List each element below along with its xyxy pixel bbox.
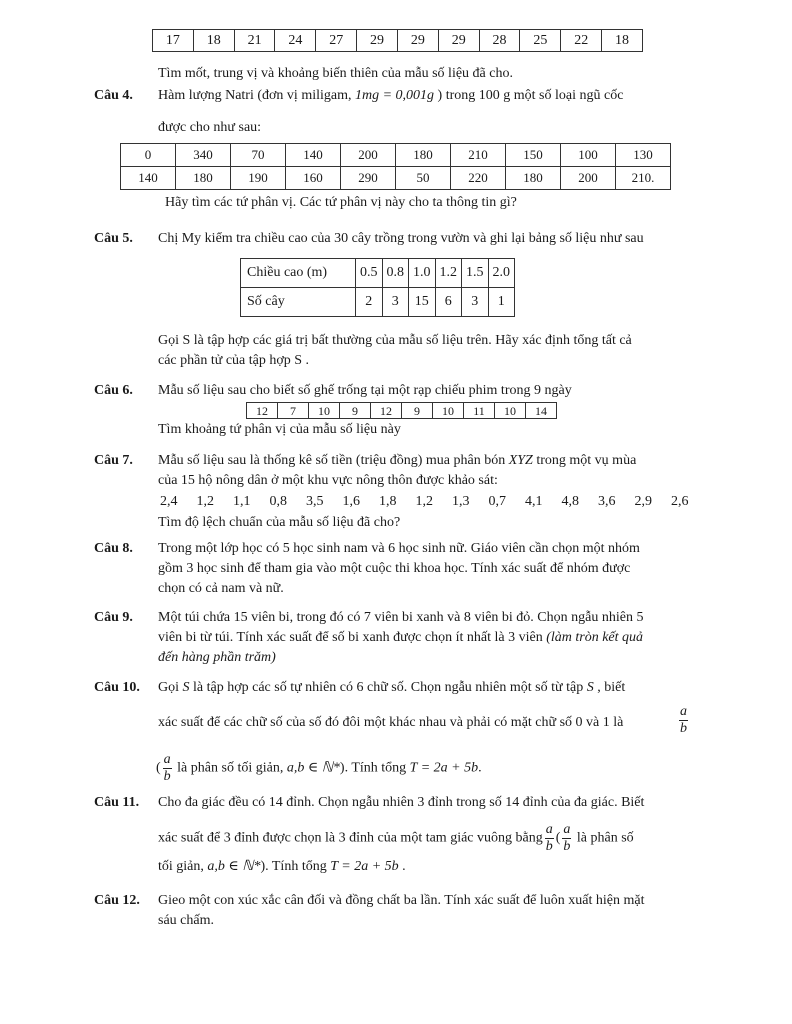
question-4-question: Hãy tìm các tứ phân vị. Các tứ phân vị này cho ta thông tin gì? xyxy=(165,195,517,210)
table-cell: 24 xyxy=(275,30,316,52)
table-cell: 25 xyxy=(520,30,561,52)
question-5-label: Câu 5. xyxy=(94,231,133,246)
table-cell: 2.0 xyxy=(488,259,515,288)
question-9-line-1: Một túi chứa 15 viên bi, trong đó có 7 viên bi xanh và 8 viên bi đỏ. Chọn ngẫu nhiên 5 xyxy=(158,610,644,625)
table-cell: 1 xyxy=(488,288,515,317)
question-12-label: Câu 12. xyxy=(94,893,140,908)
table-row xyxy=(121,167,671,190)
table-cell: 12 xyxy=(371,403,402,419)
q11-text-a: xác suất để 3 đỉnh được chọn là 3 đỉnh của một tam giác vuông bằng xyxy=(158,830,543,846)
table-cell: 6 xyxy=(435,288,462,317)
question-11-line-2: xác suất để 3 đỉnh được chọn là 3 đỉnh của một tam giác vuông bằng $\frac{a}{b}$ ( $\frac{a}{b}$ là phân số xyxy=(158,822,634,854)
q10-text-c: , biết xyxy=(593,680,626,695)
q7-text-a: Mẫu số liệu sau là thống kê số tiền (triệu đồng) mua phân bón xyxy=(158,453,509,468)
question-6-label: Câu 6. xyxy=(94,383,133,398)
q10-paren: ( xyxy=(156,760,161,776)
table-cell: 18 xyxy=(193,30,234,52)
table-cell: 0.8 xyxy=(382,259,409,288)
table-header: Số cây xyxy=(241,288,356,317)
question-5-question-2: các phần tử của tập hợp S . xyxy=(158,353,310,368)
question-10-label: Câu 10. xyxy=(94,680,140,695)
table-cell: 12 xyxy=(247,403,278,419)
table-row xyxy=(241,288,515,317)
question-10-line-3 xyxy=(156,752,482,785)
q10-formula: T = 2a + 5b xyxy=(409,760,479,776)
intro-question: Tìm mốt, trung vị và khoảng biến thiên của mẫu số liệu đã cho. xyxy=(158,66,513,81)
table-cell: 220 xyxy=(451,167,506,190)
question-7-text xyxy=(158,451,703,471)
height-table xyxy=(240,258,515,317)
table-cell: 14 xyxy=(526,403,557,419)
q10-set-s-2: S xyxy=(586,680,594,695)
table-cell: 9 xyxy=(340,403,371,419)
question-4-text xyxy=(158,86,703,106)
table-cell: 0 xyxy=(121,144,176,167)
table-cell: 290 xyxy=(341,167,396,190)
table-cell: 200 xyxy=(561,167,616,190)
q10-text-f: . xyxy=(478,760,482,776)
table-cell: 3 xyxy=(382,288,409,317)
q11-text-c: tối giản, xyxy=(158,859,208,874)
question-7-text-2: của 15 hộ nông dân ở một khu vực nông thôn được khảo sát: xyxy=(158,473,498,488)
q10-domain: a,b ∈ ℕ* xyxy=(286,760,340,776)
question-6-question: Tìm khoảng tứ phân vị của mẫu số liệu này xyxy=(158,422,401,437)
table-cell: 140 xyxy=(286,144,341,167)
table-cell: 29 xyxy=(357,30,398,52)
table-cell: 10 xyxy=(309,403,340,419)
question-8-label: Câu 8. xyxy=(94,541,133,556)
table-cell: 18 xyxy=(602,30,643,52)
fraction-numerator: a xyxy=(545,822,553,837)
question-4-label: Câu 4. xyxy=(94,88,133,103)
question-9-line-2 xyxy=(158,628,703,648)
q4-math: 1mg = 0,001g xyxy=(354,88,435,103)
table-cell: 10 xyxy=(433,403,464,419)
fraction-denominator: b xyxy=(680,721,687,736)
q10-fraction-2 xyxy=(163,752,172,785)
table-row xyxy=(121,144,671,167)
table-cell: 29 xyxy=(397,30,438,52)
table-cell: 160 xyxy=(286,167,341,190)
question-8-line-1: Trong một lớp học có 5 học sinh nam và 6 học sinh nữ. Giáo viên cần chọn một nhóm xyxy=(158,541,640,556)
table-cell: 1.0 xyxy=(409,259,436,288)
question-8-line-3: chọn có cả nam và nữ. xyxy=(158,581,284,596)
table-cell: 17 xyxy=(153,30,194,52)
question-11-line-3 xyxy=(158,857,703,877)
question-9-label: Câu 9. xyxy=(94,610,133,625)
fraction-numerator: a xyxy=(563,822,571,837)
table-cell: 2 xyxy=(356,288,383,317)
q10-text-b: là tập hợp các số tự nhiên có 6 chữ số. Chọn ngẫu nhiên một số từ tập xyxy=(189,680,587,695)
q11-text-e: . xyxy=(398,859,406,874)
table-cell: 70 xyxy=(231,144,286,167)
top-data-table xyxy=(152,29,643,52)
table-cell: 190 xyxy=(231,167,286,190)
table-cell: 140 xyxy=(121,167,176,190)
question-9-line-3: đến hàng phần trăm) xyxy=(158,650,276,665)
question-7-label: Câu 7. xyxy=(94,453,133,468)
fraction-denominator: b xyxy=(545,839,553,854)
table-cell: 200 xyxy=(341,144,396,167)
table-row xyxy=(153,30,643,52)
table-cell: 27 xyxy=(316,30,357,52)
q11-fraction-2 xyxy=(562,822,571,855)
table-header: Chiều cao (m) xyxy=(241,259,356,288)
question-5-text: Chị My kiểm tra chiều cao của 30 cây trồng trong vườn và ghi lại bảng số liệu như sau xyxy=(158,231,644,246)
table-cell: 1.5 xyxy=(462,259,489,288)
question-10-line-1 xyxy=(158,678,703,698)
q7-math: XYZ xyxy=(508,453,533,468)
table-cell: 180 xyxy=(396,144,451,167)
q4-text-a: Hàm lượng Natri (đơn vị miligam, xyxy=(158,88,355,103)
table-cell: 130 xyxy=(616,144,671,167)
q11-domain: a,b ∈ ℕ* xyxy=(207,859,261,874)
q9-line-2-italic: (làm tròn kết quả xyxy=(546,630,644,645)
table-cell: 50 xyxy=(396,167,451,190)
q9-line-2-text: viên bi từ túi. Tính xác suất để số bi xanh được chọn ít nhất là 3 viên xyxy=(158,630,547,645)
q11-formula: T = 2a + 5b xyxy=(330,859,399,874)
table-cell: 10 xyxy=(495,403,526,419)
q10-fraction xyxy=(679,704,688,737)
question-10-line-2: xác suất để các chữ số của số đó đôi một khác nhau và phải có mặt chữ số 0 và 1 là xyxy=(158,715,624,730)
table-cell: 150 xyxy=(506,144,561,167)
question-7-data: 2,4 1,2 1,1 0,8 3,5 1,6 1,8 1,2 1,3 0,7 4,1 4,8 3,6 2,9 2,6 xyxy=(160,494,689,509)
question-12-line-1: Gieo một con xúc xắc cân đối và đồng chất ba lần. Tính xác suất để luôn xuất hiện mặt xyxy=(158,893,645,908)
q11-fraction xyxy=(545,822,554,855)
question-12-line-2: sáu chấm. xyxy=(158,913,214,928)
question-11-label: Câu 11. xyxy=(94,795,140,810)
fraction-denominator: b xyxy=(163,769,171,784)
q10-text-a: Gọi xyxy=(158,680,183,695)
table-cell: 21 xyxy=(234,30,275,52)
question-8-line-2: gồm 3 học sinh để tham gia vào một cuộc thi khoa học. Tính xác suất để nhóm được xyxy=(158,561,631,576)
question-6-text: Mẫu số liệu sau cho biết số ghế trống tại một rạp chiếu phim trong 9 ngày xyxy=(158,383,572,398)
question-5-question-1: Gọi S là tập hợp các giá trị bất thường của mẫu số liệu trên. Hãy xác định tổng tất cả xyxy=(158,333,632,348)
question-7-question: Tìm độ lệch chuẩn của mẫu số liệu đã cho? xyxy=(158,515,401,530)
table-cell: 3 xyxy=(462,288,489,317)
table-cell: 180 xyxy=(176,167,231,190)
q7-text-b: trong một vụ mùa xyxy=(532,453,637,468)
table-cell: 340 xyxy=(176,144,231,167)
table-cell: 210 xyxy=(451,144,506,167)
question-4-text-2: được cho như sau: xyxy=(158,120,262,135)
table-cell: 180 xyxy=(506,167,561,190)
seats-table xyxy=(246,402,557,419)
q10-text-e: ). Tính tổng xyxy=(339,760,410,776)
fraction-numerator: a xyxy=(680,704,687,719)
table-cell: 210. xyxy=(616,167,671,190)
q10-text-d: là phân số tối giản, xyxy=(173,760,287,776)
table-row xyxy=(247,403,557,419)
table-cell: 9 xyxy=(402,403,433,419)
table-cell: 0.5 xyxy=(356,259,383,288)
table-cell: 22 xyxy=(561,30,602,52)
table-cell: 28 xyxy=(479,30,520,52)
table-cell: 15 xyxy=(409,288,436,317)
table-cell: 11 xyxy=(464,403,495,419)
table-cell: 1.2 xyxy=(435,259,462,288)
table-cell: 7 xyxy=(278,403,309,419)
q11-text-b: là phân số xyxy=(573,830,634,846)
table-cell: 100 xyxy=(561,144,616,167)
table-row xyxy=(241,259,515,288)
q11-text-d: ). Tính tổng xyxy=(260,859,331,874)
table-cell: 29 xyxy=(438,30,479,52)
q10-set-s: S xyxy=(182,680,190,695)
sodium-table xyxy=(120,143,671,190)
fraction-numerator: a xyxy=(163,752,171,767)
question-11-line-1: Cho đa giác đều có 14 đỉnh. Chọn ngẫu nhiên 3 đỉnh trong số 14 đỉnh của đa giác. Biết xyxy=(158,795,645,810)
fraction-denominator: b xyxy=(563,839,571,854)
q4-text-b: ) trong 100 g một số loại ngũ cốc xyxy=(434,88,624,103)
